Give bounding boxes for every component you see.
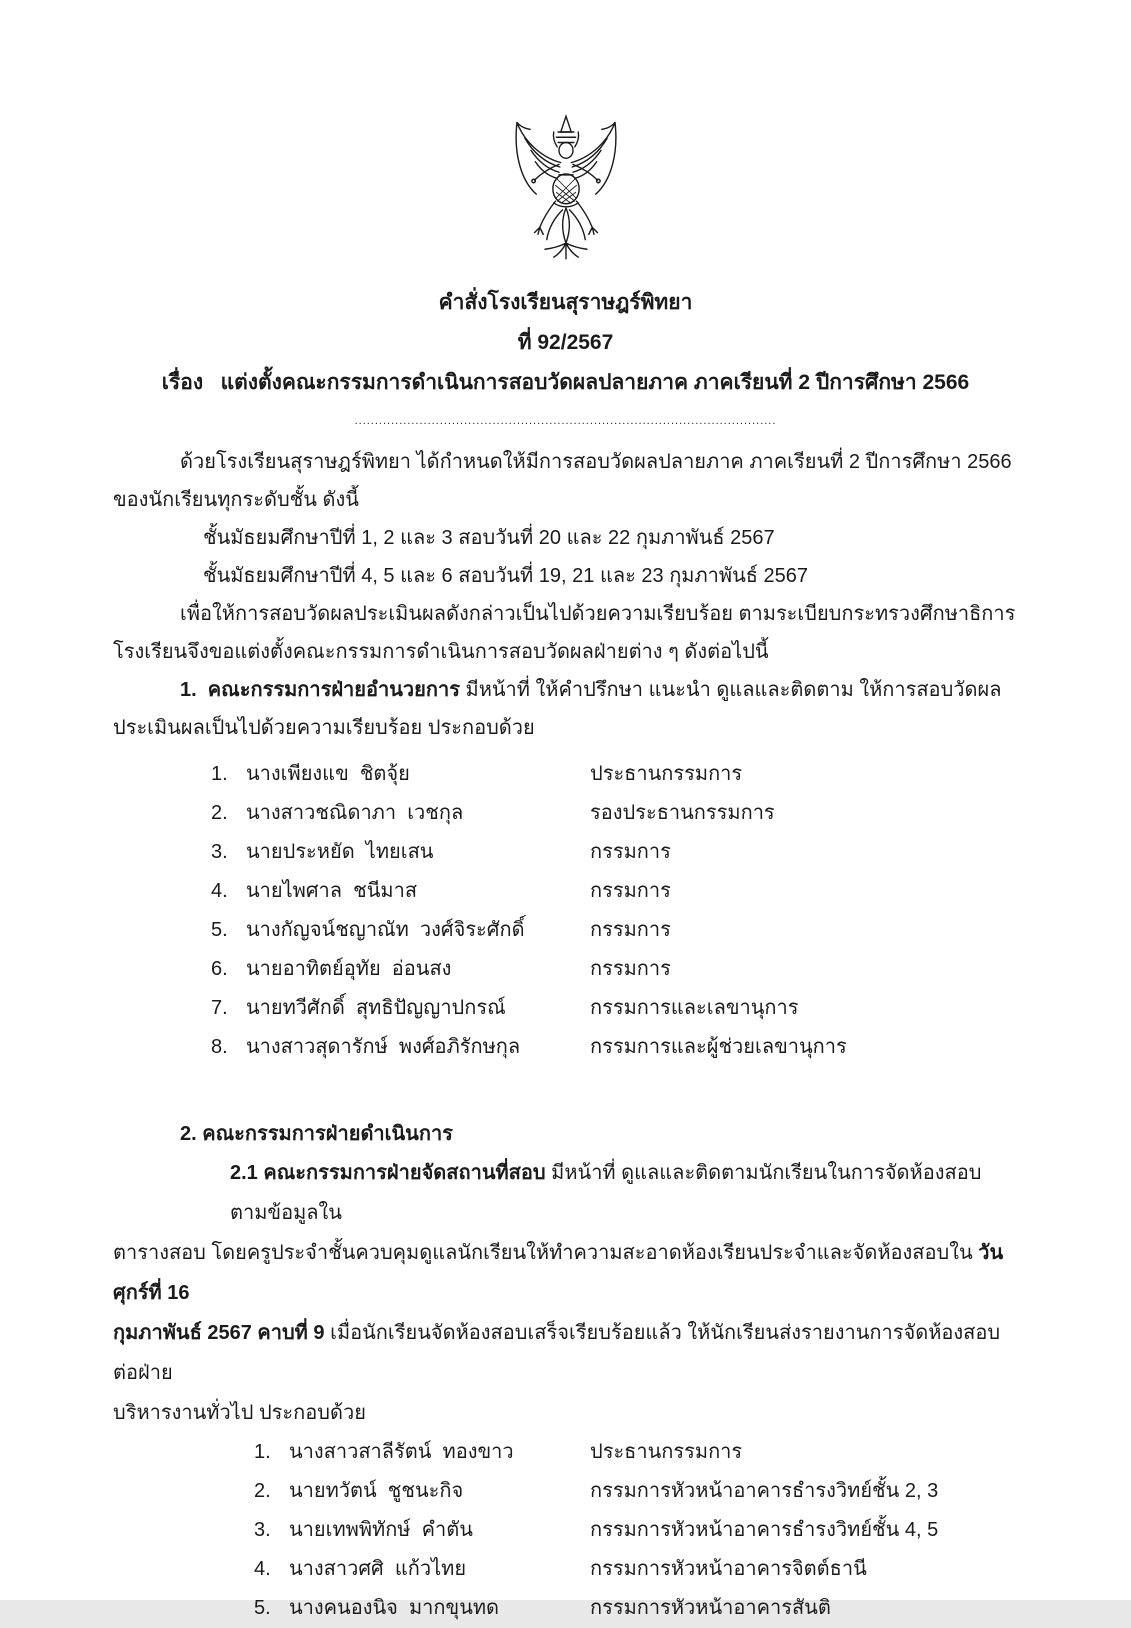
- member-row: [113, 1028, 1018, 1067]
- member-role: กรรมการ: [590, 841, 671, 863]
- sub21-line3-bold: กุมภาพันธ์ 2567 คาบที่ 9: [113, 1322, 325, 1344]
- member-role: ประธานกรรมการ: [590, 1441, 743, 1463]
- member-row: [113, 1589, 1018, 1628]
- member-number: 7.: [211, 997, 228, 1019]
- member-name: นายทวัตน์ ชูชนะกิจ: [289, 1480, 464, 1502]
- member-number: 5.: [211, 919, 228, 941]
- member-row: [113, 950, 1018, 989]
- member-number: 5.: [254, 1597, 271, 1619]
- paragraph-line: ของนักเรียนทุกระดับชั้น ดังนี้: [113, 489, 359, 511]
- document-title: คำสั่งโรงเรียนสุราษฎร์พิทยา: [438, 291, 693, 314]
- paragraph-line: [113, 1313, 1018, 1393]
- member-row: [113, 833, 1018, 872]
- section2-heading-text: 2. คณะกรรมการฝ่ายดำเนินการ: [180, 1123, 453, 1145]
- paragraph-line: ประเมินผลเป็นไปด้วยความเรียบร้อย ประกอบด้วย: [113, 717, 535, 739]
- order-number: ที่ 92/2567: [517, 331, 614, 354]
- member-row: [113, 794, 1018, 833]
- member-role: ประธานกรรมการ: [590, 763, 743, 785]
- member-number: 3.: [211, 841, 228, 863]
- section1-heading-rest: มีหน้าที่ ให้คำปรึกษา แนะนำ ดูแลและติดตาม ให้การสอบวัดผล: [459, 679, 1002, 701]
- member-row: [113, 1472, 1018, 1511]
- member-number: 6.: [211, 958, 228, 980]
- exam-schedule-m123: ชั้นมัธยมศึกษาปีที่ 1, 2 และ 3 สอบวันที่ 20 และ 22 กุมภาพันธ์ 2567: [203, 527, 775, 549]
- member-role: กรรมการ: [590, 958, 671, 980]
- member-row: [113, 1433, 1018, 1472]
- member-row: [113, 989, 1018, 1028]
- garuda-emblem-icon: [496, 112, 636, 264]
- member-number: 2.: [211, 802, 228, 824]
- member-number: 2.: [254, 1480, 271, 1502]
- member-role: กรรมการหัวหน้าอาคารสันติ: [590, 1597, 831, 1619]
- section1-member-list: [113, 755, 1018, 1067]
- member-name: นายไพศาล ชนีมาส: [246, 880, 418, 902]
- member-number: 1.: [254, 1441, 271, 1463]
- member-name: นายทวีศักดิ์ สุทธิปัญญาปกรณ์: [246, 997, 506, 1019]
- paragraph-line: เพื่อให้การสอบวัดผลประเมินผลดังกล่าวเป็นไปด้วยความเรียบร้อย ตามระเบียบกระทรวงศึกษาธิการ: [180, 603, 1016, 625]
- member-name: นางเพียงแข ชิตจุ้ย: [246, 763, 410, 785]
- member-name: นายเทพพิทักษ์ คำตัน: [289, 1519, 473, 1541]
- member-row: [113, 872, 1018, 911]
- member-name: นางสาวสุดารักษ์ พงศ์อภิรักษกุล: [246, 1036, 521, 1058]
- sub21-heading-rest: มีหน้าที่ ดูแลและติดตามนักเรียนในการจัดห้องสอบตามข้อมูลใน: [230, 1162, 982, 1224]
- member-row: [113, 911, 1018, 950]
- member-role: กรรมการหัวหน้าอาคารธำรงวิทย์ชั้น 4, 5: [590, 1519, 939, 1541]
- title-block: [0, 283, 1131, 403]
- member-role: กรรมการ: [590, 880, 671, 902]
- sub21-line2-normal: ตารางสอบ โดยครูประจำชั้นควบคุมดูแลนักเรียนให้ทำความสะอาดห้องเรียนประจำและจัดห้องสอบใน: [113, 1242, 979, 1264]
- member-name: นางกัญจน์ชญาณัท วงศ์จิระศักดิ์: [246, 919, 525, 941]
- member-name: นางสาวศศิ แก้วไทย: [289, 1558, 467, 1580]
- document-body: [113, 443, 1018, 1628]
- member-role: กรรมการหัวหน้าอาคารธำรงวิทย์ชั้น 2, 3: [590, 1480, 939, 1502]
- member-number: 8.: [211, 1036, 228, 1058]
- member-name: นางคนองนิจ มากขุนทด: [289, 1597, 500, 1619]
- member-name: นายอาทิตย์อุทัย อ่อนสง: [246, 958, 452, 980]
- sub21-line2-bold: วันศุกร์ที่ 16: [113, 1242, 1004, 1304]
- member-number: 1.: [211, 763, 228, 785]
- paragraph-line: [113, 1233, 1018, 1313]
- member-role: กรรมการและเลขานุการ: [590, 997, 799, 1019]
- member-row: [113, 1550, 1018, 1589]
- member-number: 4.: [211, 880, 228, 902]
- member-row: [113, 1511, 1018, 1550]
- paragraph-line: บริหารงานทั่วไป ประกอบด้วย: [113, 1402, 366, 1424]
- member-name: นายประหยัด ไทยเสน: [246, 841, 434, 863]
- section2-member-list: [113, 1433, 1018, 1628]
- member-number: 4.: [254, 1558, 271, 1580]
- section1-heading-bold: 1. คณะกรรมการฝ่ายอำนวยการ: [180, 679, 460, 701]
- member-role: กรรมการหัวหน้าอาคารจิตต์ธานี: [590, 1558, 867, 1580]
- dotted-divider: ........................................................................................................: [354, 415, 777, 427]
- member-role: รองประธานกรรมการ: [590, 802, 775, 824]
- member-row: [113, 755, 1018, 794]
- section2-sub21-heading: [113, 1153, 1018, 1233]
- member-name: นางสาวชณิดาภา เวชกุล: [246, 802, 464, 824]
- paragraph-line: ด้วยโรงเรียนสุราษฎร์พิทยา ได้กำหนดให้มีการสอบวัดผลปลายภาค ภาคเรียนที่ 2 ปีการศึกษา 2566: [180, 451, 1012, 473]
- emblem-container: [0, 0, 1131, 269]
- sub21-line3-normal: เมื่อนักเรียนจัดห้องสอบเสร็จเรียบร้อยแล้ว ให้นักเรียนส่งรายงานการจัดห้องสอบต่อฝ่าย: [113, 1322, 1001, 1384]
- member-number: 3.: [254, 1519, 271, 1541]
- section2-heading: [113, 1115, 1018, 1153]
- member-role: กรรมการ: [590, 919, 671, 941]
- member-role: กรรมการและผู้ช่วยเลขานุการ: [590, 1036, 847, 1058]
- subject-line: เรื่อง แต่งตั้งคณะกรรมการดำเนินการสอบวัดผลปลายภาค ภาคเรียนที่ 2 ปีการศึกษา 2566: [161, 371, 970, 394]
- member-name: นางสาวสาลีรัตน์ ทองขาว: [289, 1441, 514, 1463]
- exam-schedule-m456: ชั้นมัธยมศึกษาปีที่ 4, 5 และ 6 สอบวันที่ 19, 21 และ 23 กุมภาพันธ์ 2567: [203, 565, 809, 587]
- paragraph-line: โรงเรียนจึงขอแต่งตั้งคณะกรรมการดำเนินการสอบวัดผลฝ่ายต่าง ๆ ดังต่อไปนี้: [113, 641, 769, 663]
- section1-heading: [113, 671, 1018, 709]
- sub21-heading-bold: 2.1 คณะกรรมการฝ่ายจัดสถานที่สอบ: [230, 1162, 546, 1184]
